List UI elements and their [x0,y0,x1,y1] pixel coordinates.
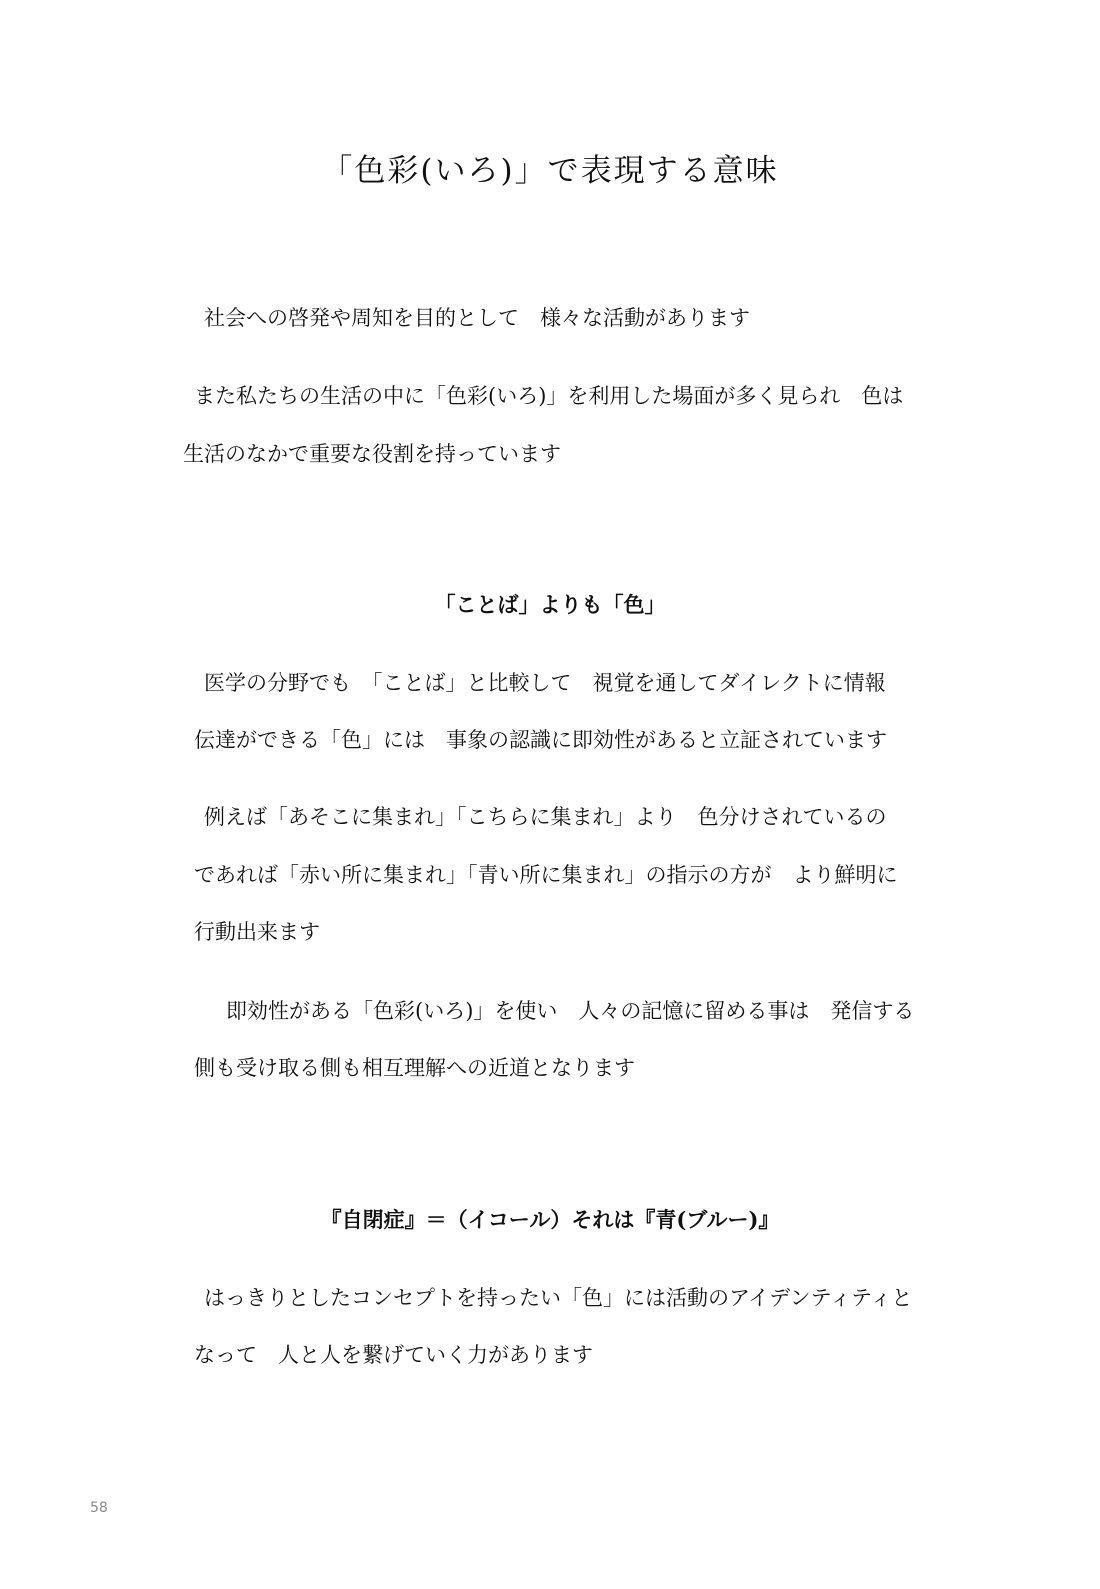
section1-p2-line-2: であれば「赤い所に集まれ」「青い所に集まれ」の指示の方が より鮮明に [194,863,898,887]
section-heading-autism-blue: 『自閉症』＝（イコール）それは『青(ブルー)』 [320,1207,780,1232]
section2-p1-line-2: なって 人と人を繋げていく力があります [194,1343,593,1367]
intro-line-2: また私たちの生活の中に「色彩(いろ)」を利用した場面が多く見られ 色は [194,384,904,408]
section2-p1-line-1: はっきりとしたコンセプトを持ったい「色」には活動のアイデンティティと [204,1286,913,1310]
section1-p3-line-2: 側も受け取る側も相互理解への近道となります [194,1056,635,1080]
section1-p1-line-2: 伝達ができる「色」には 事象の認識に即効性があると立証されています [194,728,887,752]
intro-line-3: 生活のなかで重要な役割を持っています [183,442,561,466]
section-heading-kotoba: 「ことば」よりも「色」 [434,592,666,617]
section1-p2-line-3: 行動出来ます [194,920,320,944]
intro-line-1: 社会への啓発や周知を目的として 様々な活動があります [204,306,750,330]
page-title: 「色彩(いろ)」で表現する意味 [321,153,779,189]
section1-p2-line-1: 例えば「あそこに集まれ」「こちらに集まれ」より 色分けされているの [204,805,887,829]
section1-p3-line-1: 即効性がある「色彩(いろ)」を使い 人々の記憶に留める事は 発信する [226,999,915,1023]
section1-p1-line-1: 医学の分野でも 「ことば」と比較して 視覚を通してダイレクトに情報 [204,671,886,695]
page-number: 58 [90,1500,108,1516]
